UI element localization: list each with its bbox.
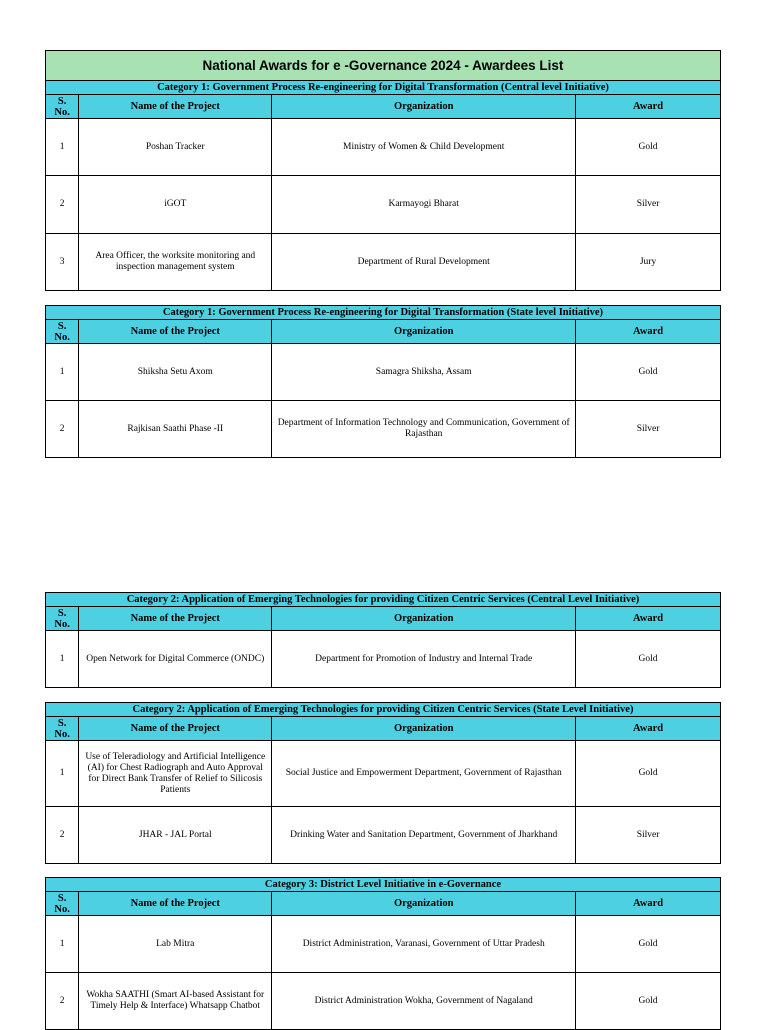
cell-sno: 1 <box>46 741 79 807</box>
cell-organization: Samagra Shiksha, Assam <box>272 344 576 401</box>
category-heading: Category 1: Government Process Re-engineering for Digital Transformation (Central level Initiative) <box>46 81 721 95</box>
column-header-project: Name of the Project <box>79 892 272 916</box>
column-header-sno: S. No. <box>46 607 79 631</box>
cell-award: Gold <box>576 344 721 401</box>
cell-organization: District Administration, Varanasi, Government of Uttar Pradesh <box>272 916 576 973</box>
column-header-project: Name of the Project <box>79 95 272 119</box>
cell-project: Wokha SAATHI (Smart AI-based Assistant for Timely Help & Interface) Whatsapp Chatbot <box>79 973 272 1030</box>
column-header-award: Award <box>576 717 721 741</box>
cell-organization: Karmayogi Bharat <box>272 176 576 234</box>
column-header-organization: Organization <box>272 717 576 741</box>
column-header-organization: Organization <box>272 892 576 916</box>
cell-project: Open Network for Digital Commerce (ONDC) <box>79 631 272 688</box>
cell-organization: Drinking Water and Sanitation Department, Government of Jharkhand <box>272 807 576 864</box>
column-header-award: Award <box>576 892 721 916</box>
column-header-sno: S. No. <box>46 717 79 741</box>
cell-sno: 2 <box>46 973 79 1030</box>
cell-award: Gold <box>576 631 721 688</box>
table-row <box>46 807 721 864</box>
cell-award: Silver <box>576 176 721 234</box>
column-header-sno: S. No. <box>46 95 79 119</box>
table-row <box>46 344 721 401</box>
cell-award: Gold <box>576 916 721 973</box>
cell-organization: District Administration Wokha, Government of Nagaland <box>272 973 576 1030</box>
table-row <box>46 916 721 973</box>
cell-project: Area Officer, the worksite monitoring and inspection management system <box>79 234 272 291</box>
category-heading: Category 2: Application of Emerging Technologies for providing Citizen Centric Services (Central Level Initiative) <box>46 593 721 607</box>
page-title: National Awards for e -Governance 2024 - Awardees List <box>46 51 721 81</box>
column-header-sno: S. No. <box>46 892 79 916</box>
awards-table-5 <box>45 877 721 1030</box>
cell-sno: 1 <box>46 344 79 401</box>
cell-project: Shiksha Setu Axom <box>79 344 272 401</box>
table-row <box>46 631 721 688</box>
column-header-project: Name of the Project <box>79 320 272 344</box>
cell-sno: 1 <box>46 119 79 176</box>
column-header-project: Name of the Project <box>79 717 272 741</box>
cell-organization: Social Justice and Empowerment Department, Government of Rajasthan <box>272 741 576 807</box>
table-row <box>46 973 721 1030</box>
column-header-project: Name of the Project <box>79 607 272 631</box>
table-row <box>46 119 721 176</box>
cell-award: Gold <box>576 119 721 176</box>
cell-organization: Department of Information Technology and Communication, Government of Rajasthan <box>272 401 576 458</box>
cell-award: Gold <box>576 973 721 1030</box>
cell-sno: 2 <box>46 401 79 458</box>
column-header-award: Award <box>576 607 721 631</box>
category-heading: Category 2: Application of Emerging Technologies for providing Citizen Centric Services (State Level Initiative) <box>46 703 721 717</box>
cell-sno: 3 <box>46 234 79 291</box>
cell-project: iGOT <box>79 176 272 234</box>
table-row <box>46 176 721 234</box>
cell-award: Gold <box>576 741 721 807</box>
cell-project: JHAR - JAL Portal <box>79 807 272 864</box>
cell-organization: Department for Promotion of Industry and Internal Trade <box>272 631 576 688</box>
column-header-organization: Organization <box>272 320 576 344</box>
cell-award: Silver <box>576 401 721 458</box>
cell-project: Rajkisan Saathi Phase -II <box>79 401 272 458</box>
table-row <box>46 741 721 807</box>
cell-award: Jury <box>576 234 721 291</box>
table-row <box>46 401 721 458</box>
category-heading: Category 1: Government Process Re-engineering for Digital Transformation (State level Initiative) <box>46 306 721 320</box>
cell-project: Use of Teleradiology and Artificial Intelligence (AI) for Chest Radiograph and Auto Approval for Direct Bank Transfer of Relief to Silicosis Patients <box>79 741 272 807</box>
cell-project: Poshan Tracker <box>79 119 272 176</box>
table-row <box>46 234 721 291</box>
category-heading: Category 3: District Level Initiative in e-Governance <box>46 878 721 892</box>
column-header-award: Award <box>576 320 721 344</box>
awards-table-4 <box>45 702 721 864</box>
awards-table-3 <box>45 592 721 688</box>
cell-organization: Department of Rural Development <box>272 234 576 291</box>
column-header-organization: Organization <box>272 95 576 119</box>
cell-project: Lab Mitra <box>79 916 272 973</box>
cell-sno: 1 <box>46 916 79 973</box>
cell-organization: Ministry of Women & Child Development <box>272 119 576 176</box>
cell-sno: 1 <box>46 631 79 688</box>
cell-sno: 2 <box>46 807 79 864</box>
cell-award: Silver <box>576 807 721 864</box>
column-header-award: Award <box>576 95 721 119</box>
cell-sno: 2 <box>46 176 79 234</box>
column-header-sno: S. No. <box>46 320 79 344</box>
awards-table-1 <box>45 50 721 291</box>
column-header-organization: Organization <box>272 607 576 631</box>
awards-table-2 <box>45 305 721 458</box>
